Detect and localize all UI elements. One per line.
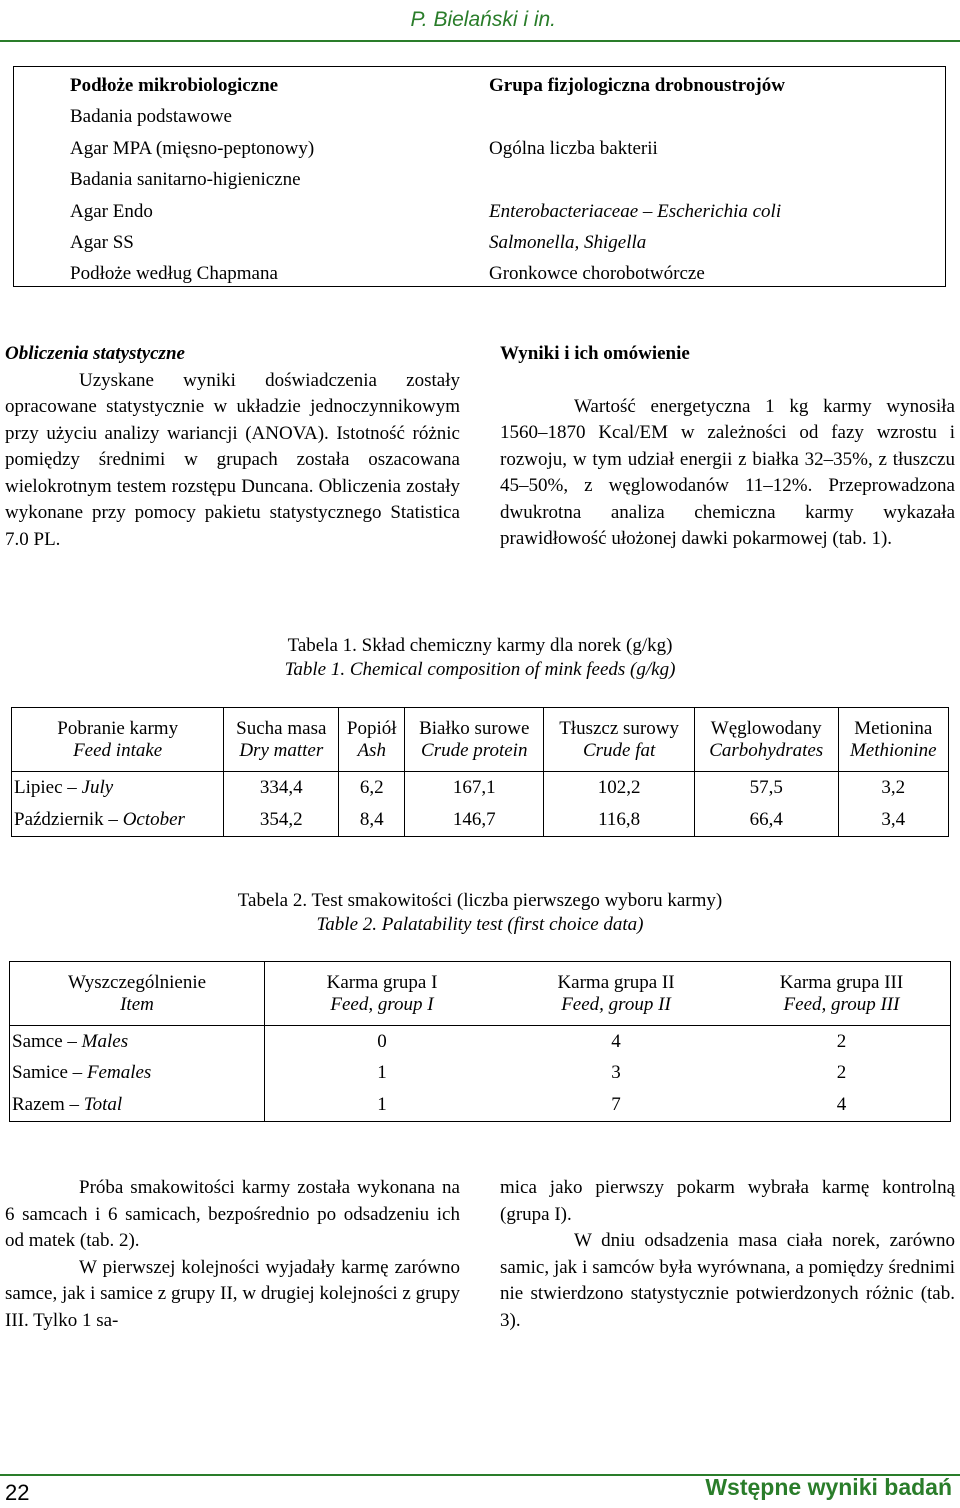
running-header-author: P. Bielański i in. (410, 8, 556, 31)
cell: 1 (265, 1089, 500, 1121)
t2-head-en: Feed, group III (733, 994, 951, 1026)
row-label: Samice – Females (10, 1058, 265, 1090)
cell: 57,5 (694, 772, 838, 805)
cell: 3,4 (838, 804, 949, 837)
table-row (10, 1089, 951, 1121)
group-header: Grupa fizjologiczna drobnoustrojów (489, 75, 785, 96)
t1-head-en: Feed intake (12, 740, 224, 772)
table1-caption-pl: Tabela 1. Skład chemiczny karmy dla norek (g/kg) (287, 635, 673, 656)
bottom-left-text (5, 1175, 460, 1334)
cell: 3,2 (838, 772, 949, 805)
table-row (12, 772, 949, 805)
header-rule (0, 40, 960, 42)
table2 (9, 961, 951, 1122)
cell: 2 (733, 1058, 951, 1090)
paragraph: W dniu odsadzenia masa ciała norek, zarówno samic, jak i samców była wyrównana, a pomiędzy średnimi nie stwierdzono statystycznie potwierdzonych różnic (tab. 3). (500, 1230, 955, 1331)
media-endo: Agar Endo (70, 201, 153, 222)
group-staph: Gronkowce chorobotwórcze (489, 263, 705, 284)
table2-caption-pl: Tabela 2. Test smakowitości (liczba pierwszego wyboru karmy) (237, 890, 723, 911)
paragraph: Próba smakowitości karmy została wykonana na 6 samcach i 6 samicach, bezpośrednio po odsadzeniu ich od matek (tab. 2). (5, 1177, 460, 1251)
cell: 7 (499, 1089, 733, 1121)
table-row (10, 1058, 951, 1090)
group-bacteria: Ogólna liczba bakterii (489, 138, 658, 159)
media-sanitary: Badania sanitarno-higieniczne (70, 169, 301, 190)
cell: 146,7 (405, 804, 544, 837)
cell: 354,2 (224, 804, 339, 837)
t1-head-pl: Białko surowe (405, 708, 544, 741)
group-entero: Enterobacteriaceae – Escherichia coli (489, 201, 782, 222)
cell: 102,2 (544, 772, 695, 805)
cell: 116,8 (544, 804, 695, 837)
table-row (12, 804, 949, 837)
group-salmonella: Salmonella, Shigella (489, 232, 647, 253)
table2-caption (0, 889, 960, 937)
table2-caption-en: Table 2. Palatability test (first choice data) (316, 914, 644, 935)
stats-text: Uzyskane wyniki doświadczenia zostały opracowane statystycznie w układzie jednoczynnikowym przy użyciu analizy wariancji (ANOVA). Istotność różnic pomiędzy średnimi w grupach została oszacowana wielokrotnym testem rozstępu Duncana. Obliczenia zostały wykonane przy pomocy pakietu statystycznego Statistica 7.0 PL. (5, 369, 460, 550)
cell: 0 (265, 1026, 500, 1058)
t1-head-pl: Popiół (339, 708, 405, 741)
t1-head-pl: Pobranie karmy (12, 708, 224, 741)
page-number: 22 (5, 1480, 30, 1505)
bottom-right-text (500, 1175, 955, 1334)
cell: 6,2 (339, 772, 405, 805)
results-title: Wyniki i ich omówienie (500, 343, 690, 364)
stats-title: Obliczenia statystyczne (5, 343, 185, 364)
t1-head-pl: Tłuszcz surowy (544, 708, 695, 741)
t1-head-pl: Węglowodany (694, 708, 838, 741)
running-footer-title: Wstępne wyniki badań (705, 1474, 952, 1500)
t1-head-pl: Sucha masa (224, 708, 339, 741)
cell: 1 (377, 1062, 387, 1084)
media-ss: Agar SS (70, 232, 134, 253)
t2-head-en: Feed, group I (330, 994, 434, 1015)
results-text: Wartość energetyczna 1 kg karmy wynosiła 1560–1870 Kcal/EM w zależności od fazy wzrostu i rozwoju, w tym udział energii z białka 32–35%, z tłuszczu 45–50%, z węglowodanów 11–12%. Przeprowadzona dwukrotna analiza chemiczna karmy wykazała prawidłowość ułożonej dawki pokarmowej (tab. 1). (500, 395, 955, 549)
results-section (500, 341, 955, 553)
cell: 4 (733, 1089, 951, 1121)
media-table (13, 66, 946, 287)
t1-head-en: Dry matter (224, 740, 339, 772)
cell: 3 (611, 1062, 621, 1084)
t1-head-pl: Metionina (838, 708, 949, 741)
table1-caption (0, 634, 960, 682)
t2-head-pl: Karma grupa III (733, 962, 951, 995)
t1-head-en: Methionine (838, 740, 949, 772)
cell: 334,4 (224, 772, 339, 805)
stats-section (5, 341, 460, 553)
cell: 167,1 (405, 772, 544, 805)
media-chapman: Podłoże według Chapmana (70, 263, 278, 284)
table-row (10, 1026, 951, 1058)
t2-head-pl: Wyszczególnienie (10, 962, 265, 995)
row-label: Samce – Males (10, 1026, 265, 1058)
t1-head-en: Ash (339, 740, 405, 772)
row-label: Październik – October (12, 804, 224, 837)
t1-head-en: Carbohydrates (694, 740, 838, 772)
cell: 2 (733, 1026, 951, 1058)
media-basic: Badania podstawowe (70, 106, 232, 127)
media-header: Podłoże mikrobiologiczne (70, 75, 279, 96)
table1-caption-en: Table 1. Chemical composition of mink feeds (g/kg) (284, 659, 676, 680)
media-mpa: Agar MPA (mięsno-peptonowy) (70, 138, 315, 159)
cell: 4 (499, 1026, 733, 1058)
paragraph: mica jako pierwszy pokarm wybrała karmę kontrolną (grupa I). (500, 1177, 955, 1225)
cell: 66,4 (694, 804, 838, 837)
paragraph: W pierwszej kolejności wyjadały karmę zarówno samce, jak i samice z grupy II, w drugiej kolejności z grupy III. Tylko 1 sa- (5, 1256, 460, 1331)
t2-head-pl: Karma grupa I (265, 962, 500, 995)
t2-head-pl: Karma grupa II (499, 962, 733, 995)
t2-head-en: Feed, group II (561, 994, 671, 1015)
table1 (11, 707, 949, 837)
row-label: Lipiec – July (12, 772, 224, 805)
t1-head-en: Crude protein (405, 740, 544, 772)
row-label: Razem – Total (10, 1089, 265, 1121)
t1-head-en: Crude fat (544, 740, 695, 772)
cell: 8,4 (339, 804, 405, 837)
t2-head-en: Item (10, 994, 265, 1026)
